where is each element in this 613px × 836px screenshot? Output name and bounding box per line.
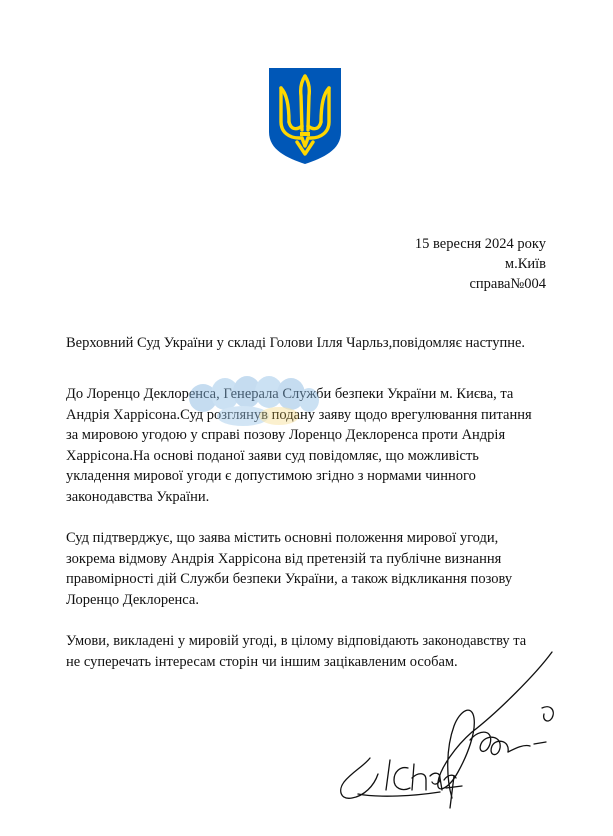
document-city: м.Київ bbox=[504, 256, 546, 272]
paragraph-1 bbox=[66, 384, 556, 507]
paragraph-line: правомірності дій Служби безпеки України, а також відкликання позову bbox=[66, 571, 513, 587]
paragraph-line: зокрема відмову Андрія Харрісона від претензій та публічне визнання bbox=[66, 550, 502, 567]
paragraph-2 bbox=[66, 528, 556, 610]
paragraph-line: Суд підтверджує, що заява містить основні положення мирової угоди, bbox=[66, 530, 499, 546]
paragraph-line: Лоренцо Деклоренса. bbox=[66, 591, 199, 608]
document-meta bbox=[415, 234, 546, 294]
paragraph-line: Умови, викладені у мировій угоді, в цілому відповідають законодавству та bbox=[66, 633, 527, 649]
ukraine-trident-coat-of-arms-icon bbox=[267, 66, 343, 166]
case-number: справа№004 bbox=[469, 276, 546, 292]
paragraph-line: Харрісона.На основі поданої заяви суд повідомляє, що можливість bbox=[66, 447, 479, 464]
paragraph-line: Андрія Харрісона.Суд розглянув подану заяву щодо врегулювання питання bbox=[66, 406, 532, 423]
document-date: 15 вересня 2024 року bbox=[414, 236, 546, 252]
paragraph-line: До Лоренцо Деклоренса, Генерала Служби безпеки України м. Києва, та bbox=[66, 386, 514, 402]
paragraph-line: не суперечать інтересам сторін чи іншим зацікавленим особам. bbox=[66, 653, 458, 670]
intro-line: Верховний Суд України у складі Голови Ілля Чарльз,повідомляє наступне. bbox=[66, 335, 526, 351]
handwritten-signature-icon bbox=[330, 648, 580, 834]
paragraph-line: укладення мирової угоди є допустимою згідно з нормами чинного bbox=[66, 468, 476, 484]
paragraph-line: законодавства України. bbox=[66, 488, 210, 505]
document-body bbox=[66, 384, 556, 693]
paragraph-line: за мировою угодою у справі позову Лоренцо Деклоренса проти Андрія bbox=[66, 427, 506, 443]
